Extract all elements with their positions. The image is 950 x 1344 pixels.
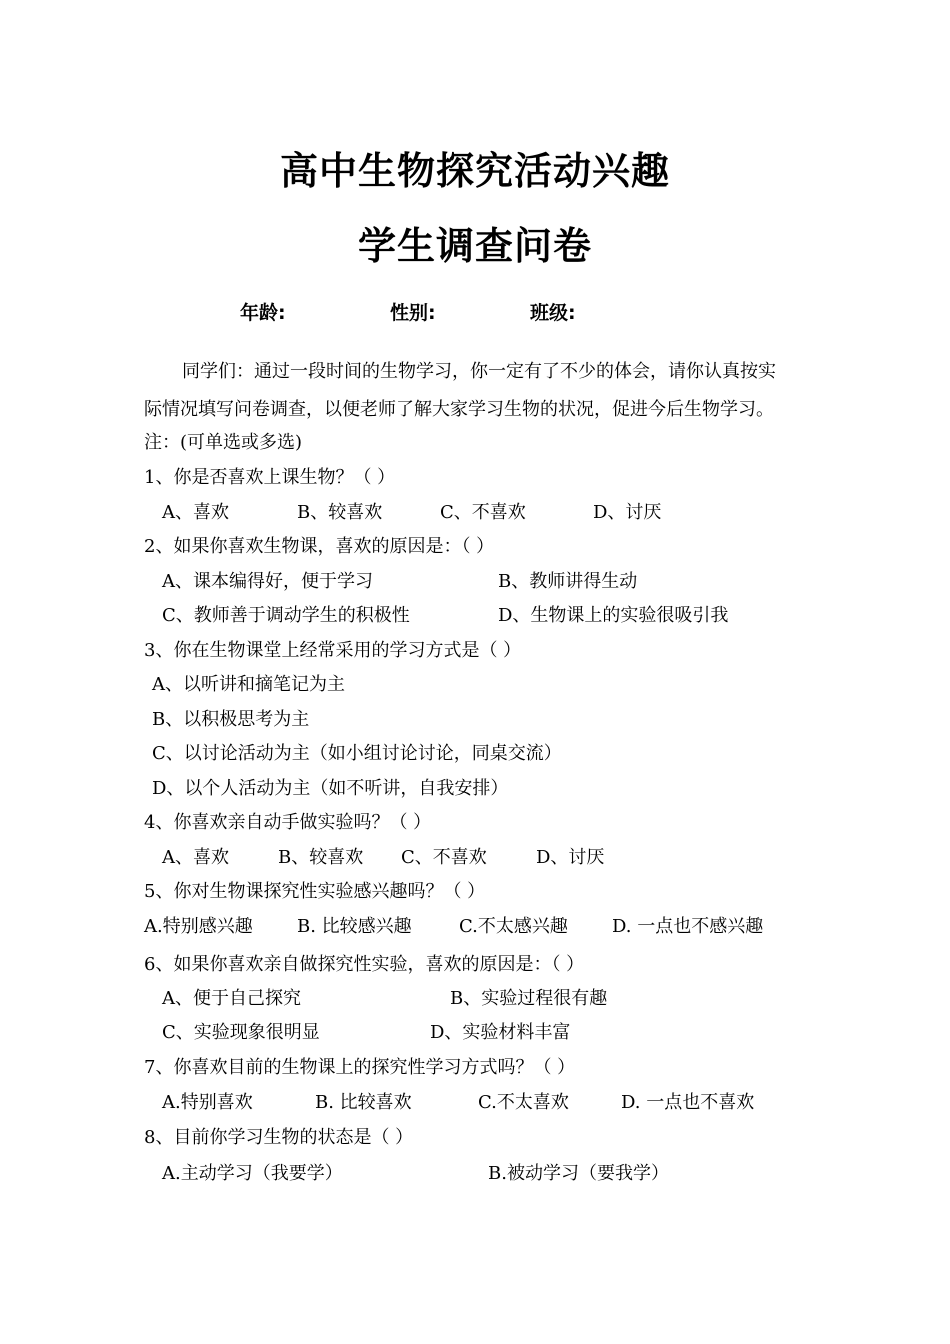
q7-option-b: B. 比较喜欢 — [315, 1092, 412, 1113]
q2-option-c: C、教师善于调动学生的积极性 — [162, 605, 410, 626]
q4-option-d: D、讨厌 — [536, 847, 605, 868]
gender-label: 性别: — [390, 302, 436, 324]
q6-option-d: D、实验材料丰富 — [430, 1022, 571, 1043]
q7-option-c: C.不太喜欢 — [478, 1092, 569, 1113]
q6-option-b: B、实验过程很有趣 — [450, 988, 608, 1009]
q4-option-c: C、不喜欢 — [401, 847, 487, 868]
q6-option-c: C、实验现象很明显 — [162, 1022, 320, 1043]
q2-option-a: A、课本编得好，便于学习 — [162, 571, 373, 592]
class-label: 班级: — [530, 302, 576, 324]
q4-option-b: B、较喜欢 — [278, 847, 364, 868]
q3-option-b: B、以积极思考为主 — [152, 709, 310, 730]
q6-option-a: A、便于自己探究 — [162, 988, 301, 1009]
q2-option-d: D、生物课上的实验很吸引我 — [498, 605, 729, 626]
question-5: 5、你对生物课探究性实验感兴趣吗？（ ） — [144, 881, 486, 902]
q4-option-a: A、喜欢 — [162, 847, 229, 868]
question-6: 6、如果你喜欢亲自做探究性实验，喜欢的原因是：（ ） — [144, 954, 585, 975]
q3-option-c: C、以讨论活动为主（如小组讨论讨论，同桌交流） — [152, 743, 562, 764]
q5-option-a: A.特别感兴趣 — [144, 916, 253, 937]
q1-option-c: C、不喜欢 — [440, 502, 526, 523]
q1-option-b: B、较喜欢 — [297, 502, 383, 523]
q1-option-a: A、喜欢 — [162, 502, 229, 523]
q1-option-d: D、讨厌 — [593, 502, 662, 523]
question-1: 1、你是否喜欢上课生物？（ ） — [144, 467, 396, 488]
question-2: 2、如果你喜欢生物课，喜欢的原因是：（ ） — [144, 536, 495, 557]
q5-option-b: B. 比较感兴趣 — [297, 916, 412, 937]
age-label: 年龄: — [240, 302, 286, 324]
q5-option-c: C.不太感兴趣 — [459, 916, 568, 937]
q7-option-d: D. 一点也不喜欢 — [621, 1092, 755, 1113]
q2-option-b: B、教师讲得生动 — [498, 571, 638, 592]
q5-option-d: D. 一点也不感兴趣 — [612, 916, 764, 937]
q8-option-b: B.被动学习（要我学） — [488, 1163, 669, 1184]
question-7: 7、你喜欢目前的生物课上的探究性学习方式吗？（ ） — [144, 1057, 576, 1078]
q3-option-a: A、以听讲和摘笔记为主 — [152, 674, 345, 695]
question-3: 3、你在生物课堂上经常采用的学习方式是（ ） — [144, 640, 522, 661]
document-subtitle: 学生调查问卷 — [357, 224, 592, 268]
question-8: 8、目前你学习生物的状态是（ ） — [144, 1127, 414, 1148]
q8-option-a: A.主动学习（我要学） — [162, 1163, 343, 1184]
intro-note: 注：(可单选或多选) — [144, 432, 303, 453]
question-4: 4、你喜欢亲自动手做实验吗？（ ） — [144, 812, 432, 833]
q7-option-a: A.特别喜欢 — [162, 1092, 253, 1113]
intro-line-1: 同学们：通过一段时间的生物学习，你一定有了不少的体会，请你认真按实 — [182, 361, 776, 382]
document-title: 高中生物探究活动兴趣 — [279, 149, 670, 193]
q3-option-d: D、以个人活动为主（如不听讲，自我安排） — [152, 778, 509, 799]
intro-line-2: 际情况填写问卷调查，以便老师了解大家学习生物的状况，促进今后生物学习。 — [144, 399, 774, 420]
